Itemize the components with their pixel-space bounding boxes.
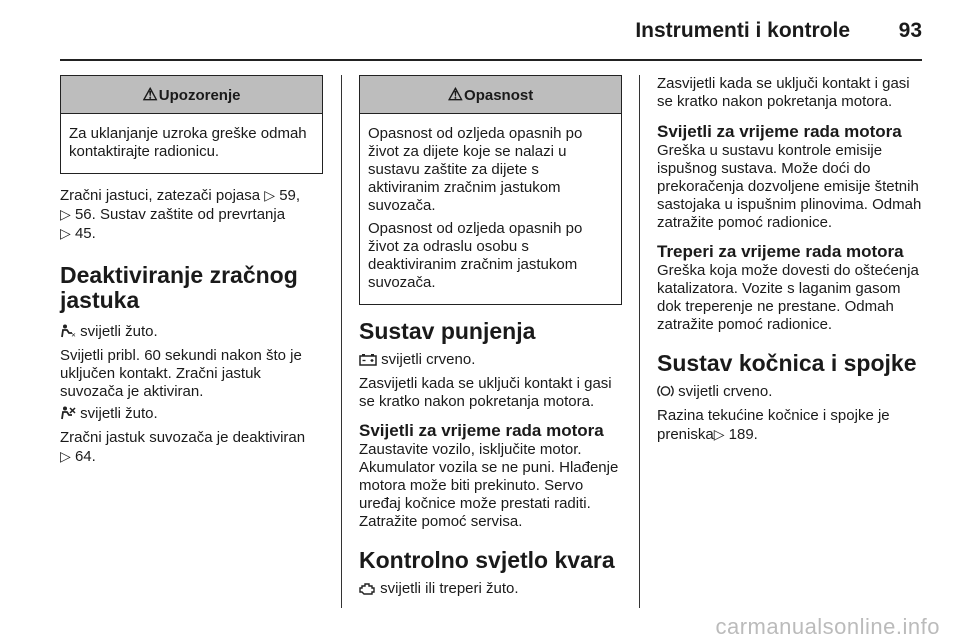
airbag-off-description: Svijetli pribl. 60 sekundi nakon što je uključen kontakt. Zračni jastuk suvozača je aktiviran. bbox=[60, 347, 302, 400]
danger-text-adult: Opasnost od ozljeda opasnih po život za odraslu osobu s deaktiviranim zračnim jastukom suvozača. bbox=[368, 220, 583, 291]
catalyst-fault-description: Greška koja može dovesti do oštećenja katalizatora. Vozite s laganim gasom dok treperenje ne prestane. Odmah zatražite pomoć radionice. bbox=[657, 262, 919, 333]
brake-fluid-text: Razina tekućine kočnice i spojke je preniska bbox=[657, 407, 890, 443]
ref-page-45: 45. bbox=[70, 225, 96, 242]
warning-title: Upozorenje bbox=[158, 87, 241, 104]
brake-warning-icon bbox=[657, 384, 674, 403]
column-2 bbox=[359, 75, 622, 600]
ref-page-64: 64. bbox=[70, 448, 96, 465]
heading-lit-while-engine-running-emission: Svijetli za vrijeme rada motora bbox=[657, 122, 902, 141]
battery-icon bbox=[359, 353, 377, 371]
watermark: carmanualsonline.info bbox=[715, 614, 940, 639]
page-reference-arrow-icon: ▷ bbox=[60, 206, 71, 222]
page-reference-arrow-icon: ▷ bbox=[60, 448, 71, 464]
malfunction-status: svijetli ili treperi žuto. bbox=[376, 580, 519, 597]
charging-indicator-line bbox=[359, 351, 622, 371]
page-reference-arrow-icon: ▷ bbox=[264, 187, 276, 203]
ref-text-2: 56. Sustav zaštite od prevrtanja bbox=[70, 206, 286, 223]
brake-indicator-line bbox=[657, 383, 925, 403]
airbag-deactivated-icon bbox=[60, 406, 76, 425]
danger-box bbox=[359, 75, 622, 305]
running-header-title: Instrumenti i kontrole bbox=[635, 19, 850, 42]
column-divider-1 bbox=[341, 75, 342, 608]
airbag-off-icon bbox=[60, 324, 76, 343]
page-reference-arrow-icon: ▷ bbox=[60, 225, 71, 241]
ref-page-59: 59, bbox=[275, 187, 301, 204]
heading-malfunction-indicator: Kontrolno svjetlo kvara bbox=[359, 547, 615, 573]
heading-flashing-while-engine-running: Treperi za vrijeme rada motora bbox=[657, 242, 904, 261]
warning-box-body bbox=[61, 114, 322, 173]
brake-status: svijetli crveno. bbox=[674, 383, 773, 400]
heading-lit-while-engine-running: Svijetli za vrijeme rada motora bbox=[359, 421, 604, 440]
heading-airbag-deactivation bbox=[60, 263, 323, 313]
airbag-deactivated-description bbox=[60, 429, 323, 466]
danger-box-body bbox=[360, 114, 621, 304]
heading-brake-clutch-system: Sustav kočnica i spojke bbox=[657, 350, 917, 376]
column-1 bbox=[60, 75, 323, 466]
column-divider-2 bbox=[639, 75, 640, 608]
lit-while-running-description: Zaustavite vozilo, isključite motor. Akumulator vozila se ne puni. Hlađenje motora može biti prekinuto. Servo uređaj kočnice može prestati raditi. Zatražite pomoć servisa. bbox=[359, 441, 619, 530]
ref-text-1: Zračni jastuci, zatezači pojasa bbox=[60, 187, 265, 204]
heading-charging-system: Sustav punjenja bbox=[359, 318, 536, 344]
warning-box-header bbox=[61, 76, 322, 114]
column-3 bbox=[657, 75, 925, 444]
brake-fluid-description bbox=[657, 407, 925, 444]
danger-text-child: Opasnost od ozljeda opasnih po život za dijete koje se nalazi u sustavu zaštite za dijete s aktiviranim zračnim jastukom suvozača. bbox=[368, 125, 583, 214]
cross-reference-paragraph bbox=[60, 186, 323, 243]
page-number: 93 bbox=[898, 19, 922, 42]
emission-fault-description: Greška u sustavu kontrole emisije ispušnog sustava. Može doći do prekoračenja dozvoljene emisije štetnih sastojaka u ispušnim plinovima. Odmah zatražite pomoć radionice. bbox=[657, 142, 922, 231]
warning-text: Za uklanjanje uzroka greške odmah kontaktirajte radionicu. bbox=[69, 125, 307, 160]
warning-box bbox=[60, 75, 323, 174]
charging-description: Zasvijetli kada se uključi kontakt i gasi se kratko nakon pokretanja motora. bbox=[359, 375, 612, 410]
heading-line-1: Deaktiviranje zračnog bbox=[60, 262, 298, 288]
page-reference-arrow-icon: ▷ bbox=[713, 426, 725, 442]
danger-triangle-icon: ⚠ bbox=[447, 85, 464, 104]
danger-box-header bbox=[360, 76, 621, 114]
charging-status: svijetli crveno. bbox=[377, 351, 476, 368]
airbag-deactivated-indicator-line bbox=[60, 405, 323, 425]
warning-triangle-icon: ⚠ bbox=[142, 85, 158, 104]
danger-title: Opasnost bbox=[464, 87, 534, 104]
airbag-deactivated-status: svijetli žuto. bbox=[76, 405, 158, 422]
airbag-off-status: svijetli žuto. bbox=[76, 323, 158, 340]
heading-line-2: jastuka bbox=[60, 287, 140, 313]
airbag-off-indicator-line bbox=[60, 323, 323, 343]
engine-icon bbox=[359, 582, 376, 600]
airbag-deactivated-text: Zračni jastuk suvozača je deaktiviran bbox=[60, 429, 306, 446]
malfunction-indicator-line bbox=[359, 580, 622, 600]
ref-page-189: 189. bbox=[724, 426, 758, 443]
svg-text:✕: ✕ bbox=[71, 332, 76, 338]
header-rule bbox=[60, 59, 922, 61]
malfunction-intro: Zasvijetli kada se uključi kontakt i gasi se kratko nakon pokretanja motora. bbox=[657, 75, 910, 110]
